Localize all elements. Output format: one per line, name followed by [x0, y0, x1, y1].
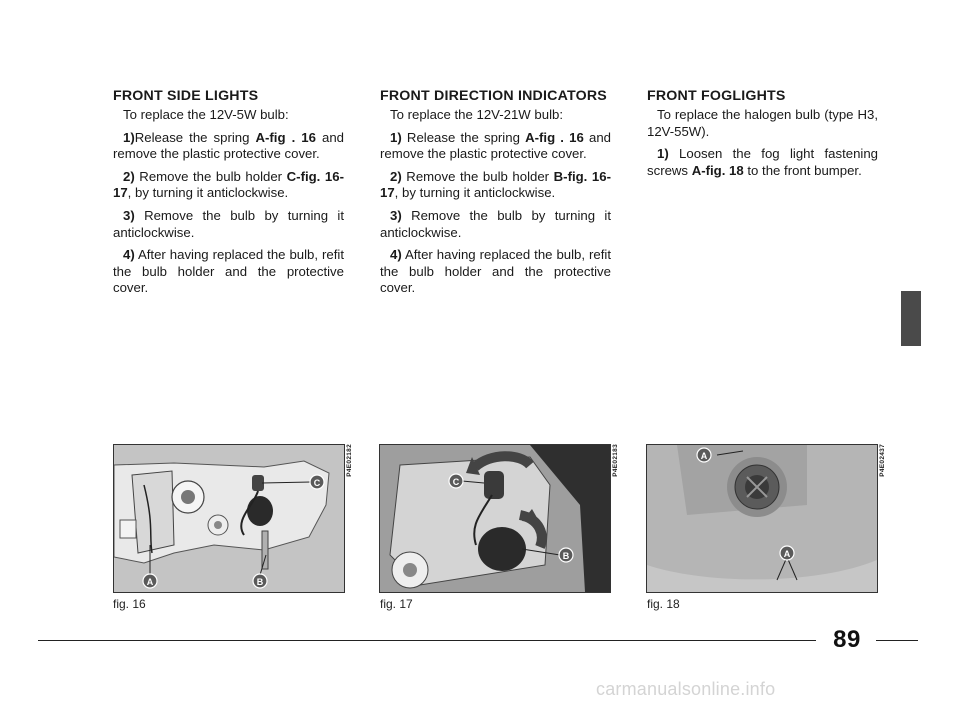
figure-16-headlight-rear — [113, 444, 345, 593]
step-text: Remove the bulb holder — [401, 168, 554, 184]
step-text: After having replaced the bulb, refit the bulb holder and the protective cover. — [380, 247, 611, 296]
step-text-end: to the front bumper. — [743, 162, 862, 178]
section-heading: FRONT SIDE LIGHTS — [113, 88, 259, 104]
figure-17-illustration — [380, 445, 610, 592]
figure-18-foglight — [646, 444, 878, 593]
step-number: 3) — [123, 207, 135, 223]
footer-rule — [38, 640, 816, 641]
step-text: Remove the bulb by turning it anticlockwise. — [380, 207, 611, 240]
section-heading: FRONT FOGLIGHTS — [647, 88, 786, 104]
step-ref: C-fig. 16-17 — [113, 168, 344, 201]
step-ref: A-fig . 16 — [525, 129, 584, 145]
figure-17-bulb-holders — [379, 444, 611, 593]
label-b: B — [256, 577, 264, 587]
watermark: carmanualsonline.info — [596, 679, 776, 699]
step-text-end: and remove the plastic protective cover. — [113, 129, 344, 162]
figure-caption: fig. 18 — [647, 597, 680, 611]
section-front-side-lights — [113, 88, 344, 303]
figure-caption: fig. 16 — [113, 597, 146, 611]
figure-code: P4E02182 — [346, 444, 353, 477]
step-number: 1) — [390, 129, 402, 145]
label-c: C — [313, 478, 321, 488]
step-1 — [380, 130, 611, 163]
step-ref: A-fig . 16 — [255, 129, 316, 145]
step-number: 2) — [123, 168, 135, 184]
step-text: Remove the bulb by turning it anticlockwise. — [113, 207, 344, 240]
footer-rule — [876, 640, 918, 641]
step-text: Release the spring — [134, 129, 256, 145]
intro-text: To replace the 12V-5W bulb: — [123, 107, 289, 122]
step-text: Loosen the fog light fastening screws — [647, 146, 878, 178]
label-a: A — [700, 451, 708, 461]
step-number: 3) — [390, 207, 402, 223]
step-number: 4) — [390, 247, 402, 263]
step-1 — [113, 130, 344, 163]
label-a: A — [146, 577, 154, 587]
step-text-end: and remove the plastic protective cover. — [380, 129, 611, 162]
section-tab-marker — [901, 291, 921, 346]
step-number: 4) — [123, 247, 135, 263]
label-b: B — [562, 551, 570, 561]
intro-text: To replace the halogen bulb (type H3, 12V-55W). — [647, 107, 878, 139]
step-number: 1) — [657, 146, 669, 162]
step-2 — [380, 169, 611, 202]
step-number: 1) — [123, 129, 135, 145]
step-number: 2) — [390, 168, 402, 184]
section-front-foglights — [647, 88, 878, 185]
step-text: Release the spring — [401, 129, 526, 145]
section-heading: FRONT DIRECTION INDICATORS — [380, 88, 607, 104]
step-3 — [380, 208, 611, 241]
step-text: Remove the bulb holder — [134, 168, 287, 184]
step-2 — [113, 169, 344, 202]
step-ref: A-fig. 18 — [691, 162, 744, 178]
figure-16-illustration — [114, 445, 344, 592]
step-1 — [647, 146, 878, 179]
figure-code: P4E02183 — [612, 444, 619, 477]
step-text-end: , by turning it anticlockwise. — [127, 185, 289, 201]
page-number: 89 — [833, 626, 861, 653]
step-4 — [113, 247, 344, 297]
section-front-direction-indicators — [380, 88, 611, 303]
figure-18-illustration — [647, 445, 877, 592]
step-3 — [113, 208, 344, 241]
step-text: After having replaced the bulb, refit the bulb holder and the protective cover. — [113, 247, 344, 296]
step-4 — [380, 247, 611, 297]
label-c: C — [452, 477, 460, 487]
figure-code: P4E02437 — [879, 444, 886, 477]
step-ref: B-fig. 16-17 — [380, 168, 611, 201]
figure-caption: fig. 17 — [380, 597, 413, 611]
label-a: A — [783, 549, 791, 559]
intro-text: To replace the 12V-21W bulb: — [390, 107, 564, 122]
step-text-end: , by turning it anticlockwise. — [394, 185, 556, 201]
